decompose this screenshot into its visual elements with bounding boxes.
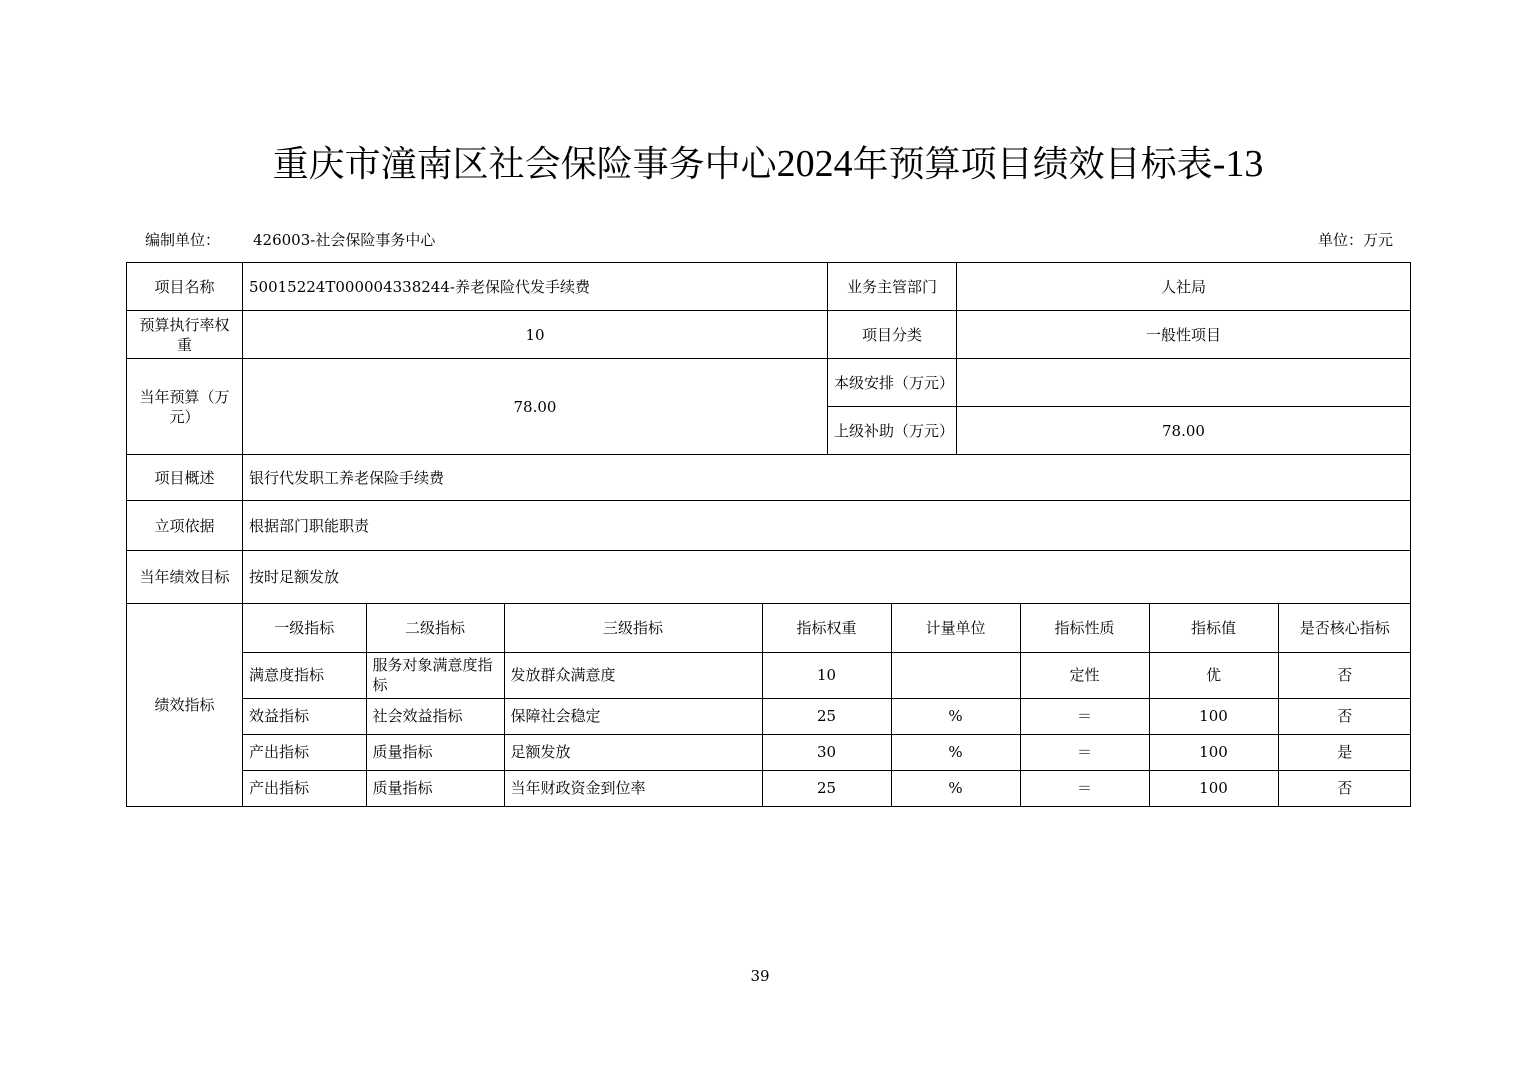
title-year: 2024 xyxy=(776,143,853,185)
indicators-cell xyxy=(243,604,1411,807)
level3-cell: 当年财政资金到位率 xyxy=(504,770,762,806)
level3-cell: 足额发放 xyxy=(504,734,762,770)
level1-cell: 满意度指标 xyxy=(243,652,366,698)
page-number: 39 xyxy=(750,967,770,985)
level2-cell: 质量指标 xyxy=(366,734,504,770)
table-row xyxy=(243,652,1411,698)
level1-cell: 产出指标 xyxy=(243,734,366,770)
table-row xyxy=(243,770,1411,806)
level3-cell: 发放群众满意度 xyxy=(504,652,762,698)
value-cell: 100 xyxy=(1149,698,1278,734)
header-level1: 一级指标 xyxy=(243,604,366,652)
performance-table xyxy=(126,262,1411,807)
weight-value: 10 xyxy=(243,311,828,359)
basis-label: 立项依据 xyxy=(127,501,243,551)
overview-label: 项目概述 xyxy=(127,455,243,501)
nature-cell: 定性 xyxy=(1020,652,1149,698)
title-suffix: -13 xyxy=(1212,143,1264,185)
unit-value: 426003-社会保险事务中心 xyxy=(253,231,436,249)
unit-cell: % xyxy=(891,698,1020,734)
header-level3: 三级指标 xyxy=(504,604,762,652)
table-row xyxy=(243,734,1411,770)
level2-cell: 服务对象满意度指标 xyxy=(366,652,504,698)
local-label: 本级安排（万元） xyxy=(828,359,957,407)
money-unit: 单位：万元 xyxy=(1318,231,1394,249)
category-value: 一般性项目 xyxy=(957,311,1411,359)
level2-cell: 社会效益指标 xyxy=(366,698,504,734)
title-middle: 年预算项目绩效目标表 xyxy=(852,144,1213,185)
project-name-label: 项目名称 xyxy=(127,263,243,311)
header-level2: 二级指标 xyxy=(366,604,504,652)
weight-cell: 10 xyxy=(762,652,891,698)
indicators-label: 绩效指标 xyxy=(127,604,243,807)
weight-cell: 25 xyxy=(762,698,891,734)
upper-value: 78.00 xyxy=(957,407,1411,455)
overview-value: 银行代发职工养老保险手续费 xyxy=(243,455,1411,501)
header-unit: 计量单位 xyxy=(891,604,1020,652)
nature-cell: ＝ xyxy=(1020,698,1149,734)
nature-cell: ＝ xyxy=(1020,734,1149,770)
local-value xyxy=(957,359,1411,407)
goal-label: 当年绩效目标 xyxy=(127,551,243,604)
core-cell: 否 xyxy=(1278,698,1411,734)
weight-cell: 30 xyxy=(762,734,891,770)
value-cell: 100 xyxy=(1149,770,1278,806)
header-nature: 指标性质 xyxy=(1020,604,1149,652)
level3-cell: 保障社会稳定 xyxy=(504,698,762,734)
indicators-table xyxy=(243,604,1411,806)
title-prefix: 重庆市潼南区社会保险事务中心 xyxy=(272,144,777,185)
header-weight: 指标权重 xyxy=(762,604,891,652)
dept-value: 人社局 xyxy=(957,263,1411,311)
upper-label: 上级补助（万元） xyxy=(828,407,957,455)
level1-cell: 产出指标 xyxy=(243,770,366,806)
header-core: 是否核心指标 xyxy=(1278,604,1411,652)
level1-cell: 效益指标 xyxy=(243,698,366,734)
budget-label: 当年预算（万元） xyxy=(127,359,243,455)
project-name-value: 50015224T000004338244-养老保险代发手续费 xyxy=(243,263,828,311)
basis-value: 根据部门职能职责 xyxy=(243,501,1411,551)
indicators-header-row xyxy=(243,604,1411,652)
dept-label: 业务主管部门 xyxy=(828,263,957,311)
unit-cell: % xyxy=(891,770,1020,806)
table-row xyxy=(243,698,1411,734)
nature-cell: ＝ xyxy=(1020,770,1149,806)
budget-value: 78.00 xyxy=(243,359,828,455)
header-value: 指标值 xyxy=(1149,604,1278,652)
category-label: 项目分类 xyxy=(828,311,957,359)
value-cell: 100 xyxy=(1149,734,1278,770)
core-cell: 否 xyxy=(1278,770,1411,806)
weight-cell: 25 xyxy=(762,770,891,806)
page-title xyxy=(0,136,1520,187)
unit-label: 编制单位： xyxy=(145,231,221,249)
value-cell: 优 xyxy=(1149,652,1278,698)
goal-value: 按时足额发放 xyxy=(243,551,1411,604)
weight-label: 预算执行率权重 xyxy=(127,311,243,359)
level2-cell: 质量指标 xyxy=(366,770,504,806)
core-cell: 是 xyxy=(1278,734,1411,770)
unit-cell xyxy=(891,652,1020,698)
core-cell: 否 xyxy=(1278,652,1411,698)
unit-cell: % xyxy=(891,734,1020,770)
